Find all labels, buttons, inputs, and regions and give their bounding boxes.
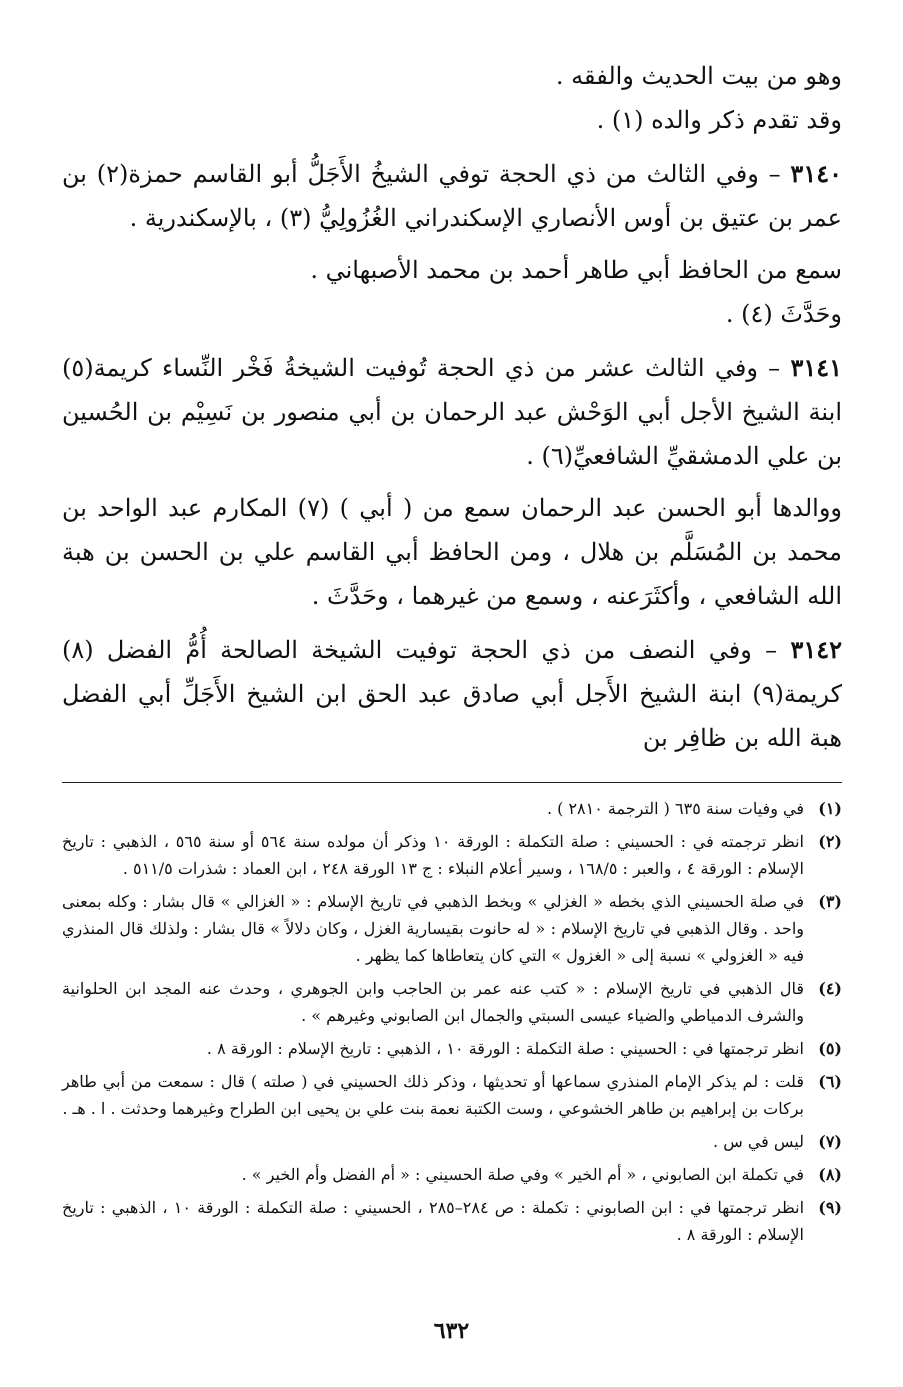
footnote-divider: [62, 782, 842, 783]
footnote-text: قلت : لم يذكر الإمام المنذري سماعها أو تحديثها ، وذكر ذلك الحسيني في ( صلته ) قال : سمعت من أبي طاهر بركات بن إبراهيم بن طاهر الخشوعي ، وست الكتبة نعمة بنت علي بن يحيى ابن الطراح وغيرهما وحدثت . ا . هـ .: [62, 1072, 804, 1118]
footnote-text: انظر ترجمتها في : ابن الصابوني : تكملة : ص ٢٨٤–٢٨٥ ، الحسيني : صلة التكملة : الورقة ١٠ ، الذهبي : تاريخ الإسلام : الورقة ٨ .: [62, 1198, 805, 1244]
text-line: وهو من بيت الحديث والفقه .: [555, 62, 842, 90]
footnote-text: انظر ترجمتها في : الحسيني : صلة التكملة : الورقة ١٠ ، الذهبي : تاريخ الإسلام : الورقة ٨ .: [206, 1039, 804, 1058]
footnote: [62, 1161, 842, 1188]
footnote: [62, 1068, 842, 1122]
entry-text: – وفي الثالث من ذي الحجة توفي الشيخُ الأَجَلُّ أبو القاسم حمزة(٢) بن عمر بن عتيق بن أوس الأنصاري الإسكندراني الغُزُولِيُّ (٣) ، بالإسكندرية .: [62, 160, 842, 232]
footnote-number: (٢): [818, 832, 842, 851]
entry-number: ٣١٤٢: [790, 635, 842, 664]
footnote-number: (١): [818, 799, 842, 818]
footnote-number: (٣): [818, 892, 842, 911]
footnote-text: في وفيات سنة ٦٣٥ ( الترجمة ٢٨١٠ ) .: [546, 799, 804, 818]
book-page: [62, 54, 842, 1254]
footnote-text: في صلة الحسيني الذي بخطه « الغزلي » وبخط الذهبي في تاريخ الإسلام : « الغزالي » قال بشار : وكله بمعنى واحد . وقال الذهبي في تاريخ الإسلام : « له حانوت بقيسارية الغزل ، وكان دلالاً » قال بشار : ولذلك قال المنذري فيه « الغزولي » نسبة إلى « الغزول » التي كان يتعاطاها كما يظهر .: [62, 892, 804, 965]
footnote: [62, 795, 842, 822]
footnote-number: (٤): [818, 979, 842, 998]
text-line: وحَدَّثَ (٤) .: [725, 300, 842, 328]
footnote: [62, 888, 842, 969]
footnote-number: (٥): [818, 1039, 842, 1058]
footnote: [62, 975, 842, 1029]
entry-text: – وفي الثالث عشر من ذي الحجة تُوفيت الشيخةُ فَخْر النِّساء كريمة(٥) ابنة الشيخ الأجل أبي الوَحْش عبد الرحمان بن أبي منصور بن نَسِيْم بن الحُسين بن علي الدمشقيِّ الشافعيِّ(٦) .: [62, 354, 842, 470]
entry-text: – وفي النصف من ذي الحجة توفيت الشيخة الصالحة أُمُّ الفضل (٨) كريمة(٩) ابنة الشيخ الأَجل أبي صادق عبد الحق ابن الشيخ الأَجَلِّ أبي الفضل هبة الله بن ظافِر بن: [62, 636, 842, 752]
footnote-text: قال الذهبي في تاريخ الإسلام : « كتب عنه عمر بن الحاجب وابن الجوهري ، وحدث عنه المجد ابن الحلوانية والشرف الدمياطي والضياء عيسى السبتي والجمال ابن الصابوني وغيرهم » .: [62, 979, 804, 1025]
footnote-number: (٩): [818, 1198, 842, 1217]
entry-3141: [62, 346, 842, 478]
entry-3142: [62, 628, 842, 760]
text-line: سمع من الحافظ أبي طاهر أحمد بن محمد الأصبهاني .: [310, 256, 842, 284]
footnote-text: انظر ترجمته في : الحسيني : صلة التكملة : الورقة ١٠ وذكر أن مولده سنة ٥٦٤ أو سنة ٥٦٥ ، الذهبي : تاريخ الإسلام : الورقة ٤ ، والعبر : ١٦٨/٥ ، وسير أعلام النبلاء : ج ١٣ الورقة ٢٤٨ ، ابن العماد : شذرات ٥١١/٥ .: [62, 832, 804, 878]
footnote: [62, 828, 842, 882]
footnote-text: ليس في س .: [713, 1132, 804, 1151]
entry-number: ٣١٤٠: [790, 159, 842, 188]
main-text: [62, 54, 842, 760]
footnotes: [62, 795, 842, 1248]
entry-number: ٣١٤١: [790, 353, 842, 382]
footnote-number: (٧): [818, 1132, 842, 1151]
footnote-number: (٦): [818, 1072, 842, 1091]
entry-3140: [62, 152, 842, 240]
page-number: ٦٣٢: [433, 1318, 470, 1344]
footnote-text: في تكملة ابن الصابوني ، « أم الخير » وفي صلة الحسيني : « أم الفضل وأم الخير » .: [241, 1165, 804, 1184]
footnote-number: (٨): [818, 1165, 842, 1184]
footnote: [62, 1035, 842, 1062]
text-line: وقد تقدم ذكر والده (١) .: [596, 106, 842, 134]
footnote: [62, 1128, 842, 1155]
footnote: [62, 1194, 842, 1248]
paragraph: ووالدها أبو الحسن عبد الرحمان سمع من ( أبي ) (٧) المكارم عبد الواحد بن محمد بن المُسَلَّم بن هلال ، ومن الحافظ أبي القاسم علي بن الحسن بن هبة الله الشافعي ، وأكثَرَعنه ، وسمع من غيرهما ، وحَدَّثَ .: [62, 494, 842, 610]
